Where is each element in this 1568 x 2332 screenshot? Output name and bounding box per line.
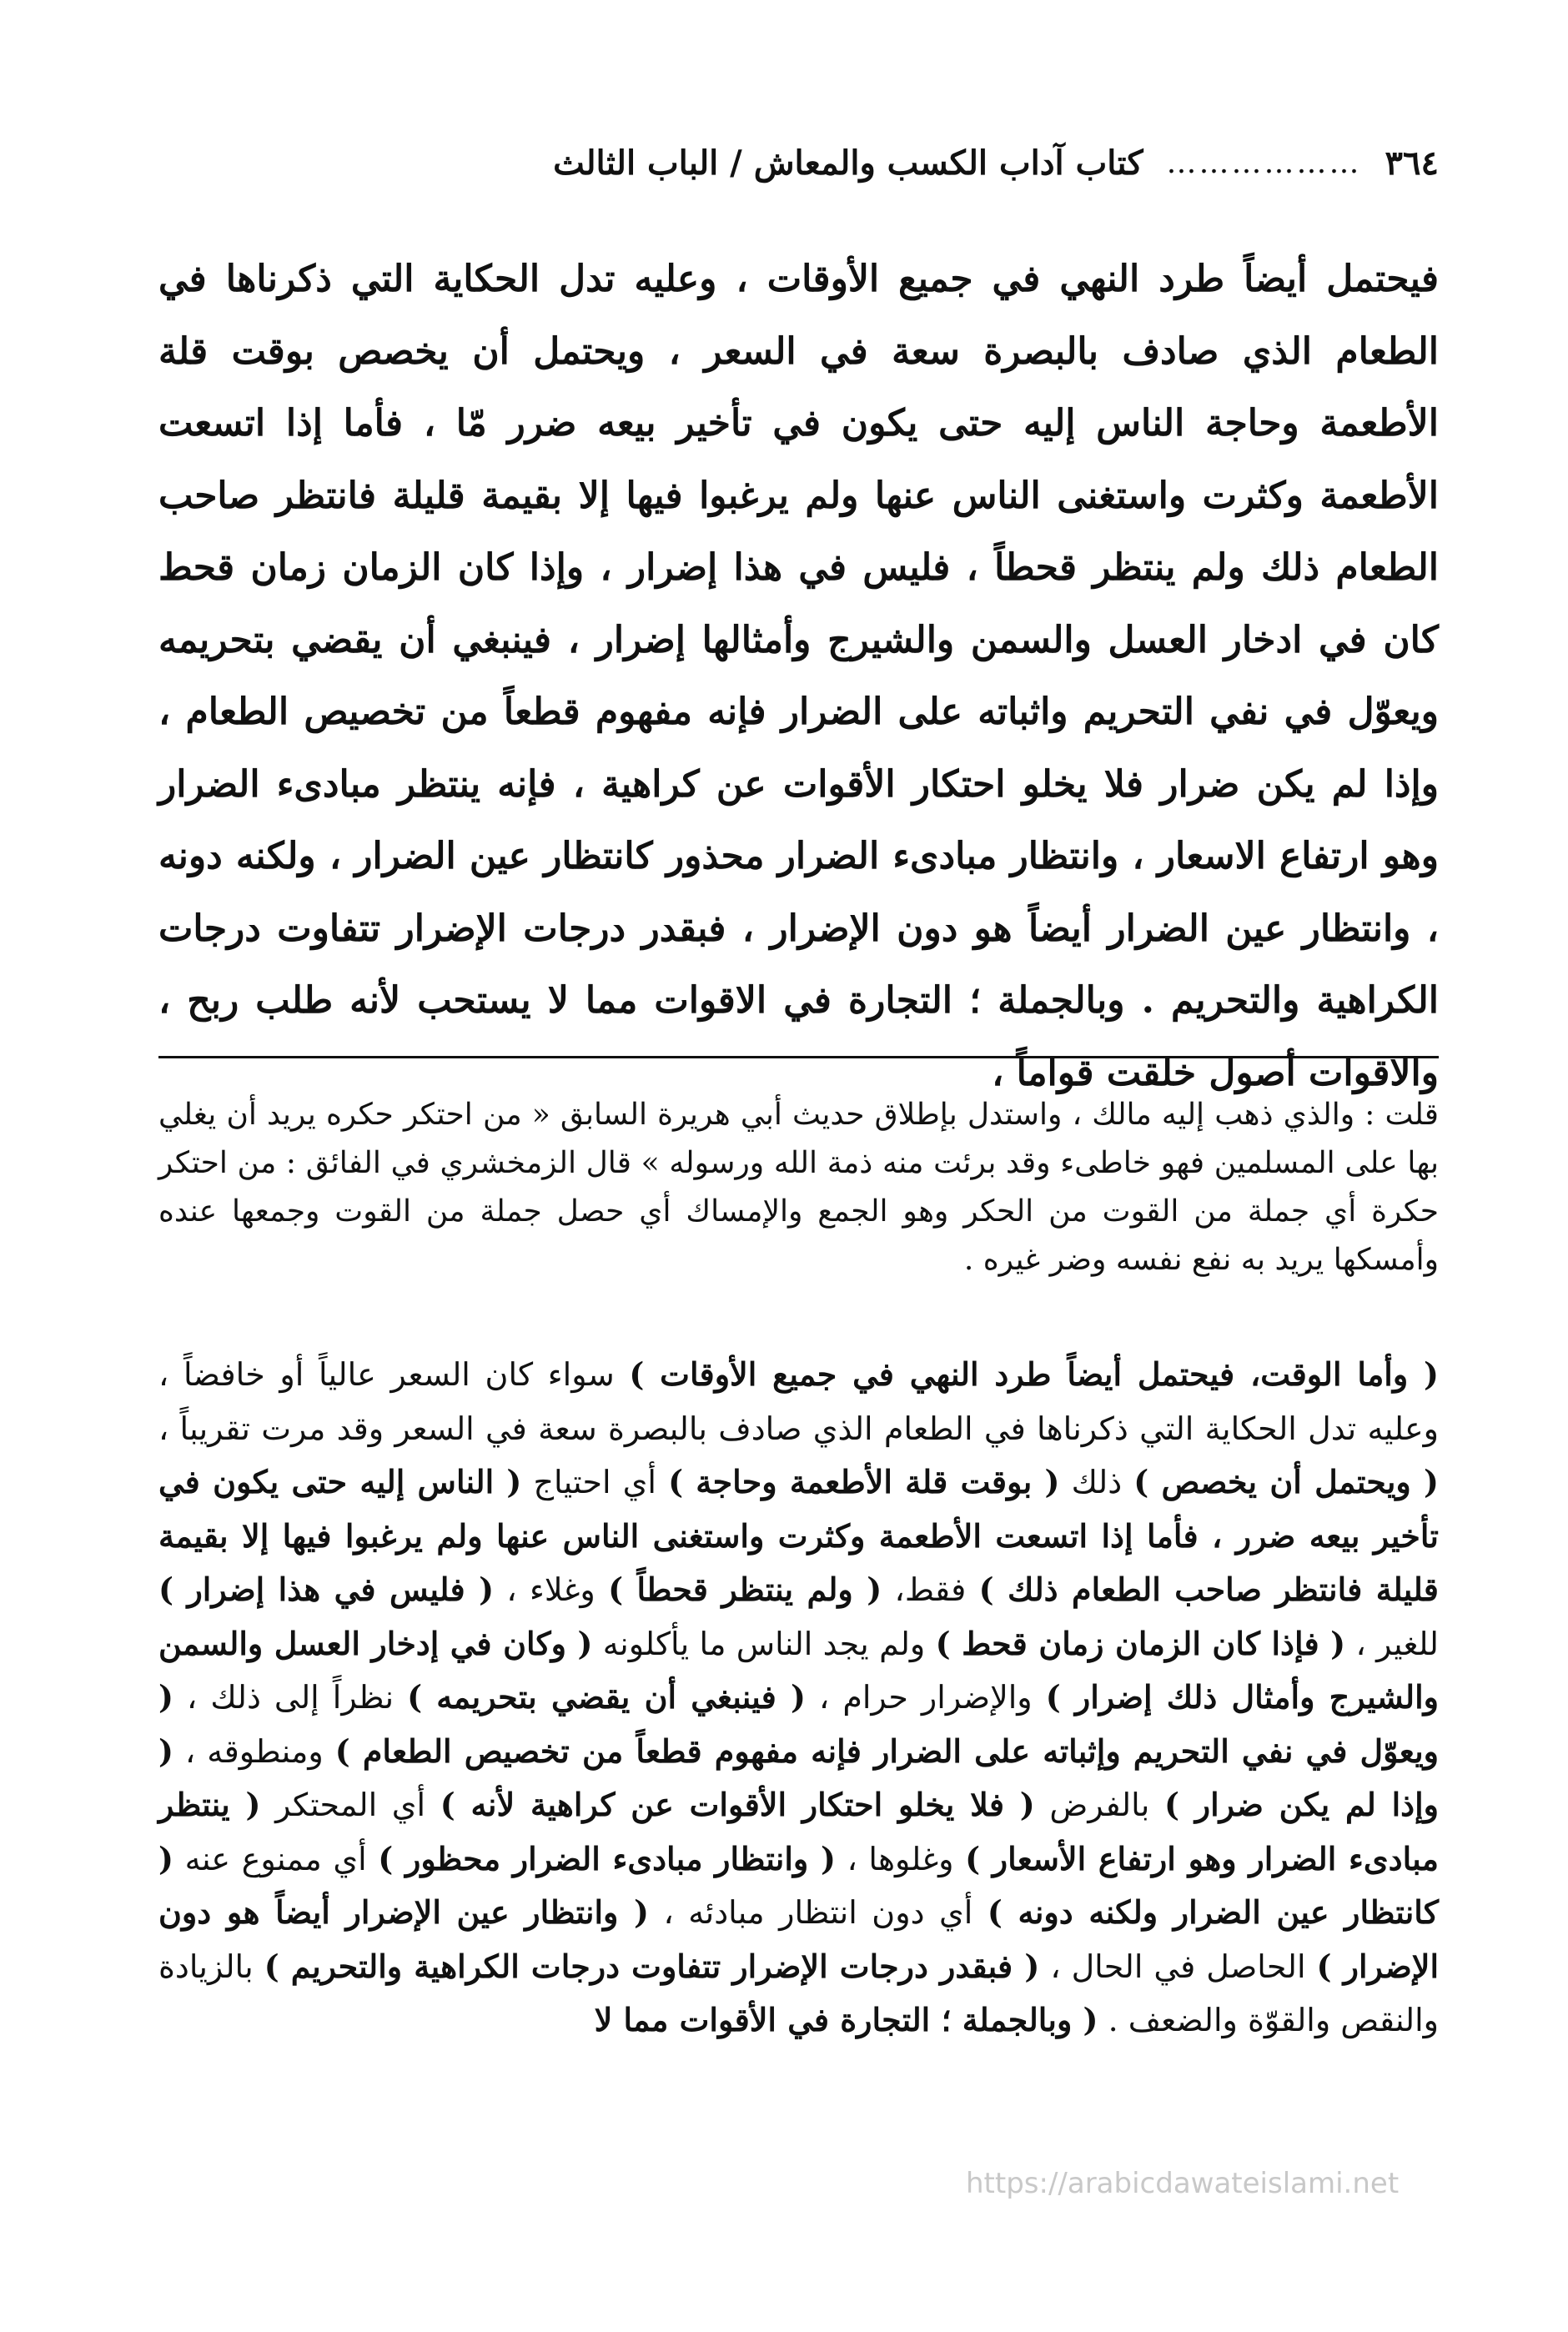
commentary-segment: ( فينبغي أن يقضي بتحريمه ) [407, 1678, 806, 1716]
commentary-segment: أي المحتكر [260, 1787, 440, 1823]
commentary-segment: ( وكان في إدخار العسل والسمن والشيرج وأمثال ذلك إضرار ) [158, 1624, 1439, 1716]
commentary-segment: ( بوقت قلة الأطعمة وحاجة ) [668, 1463, 1060, 1500]
commentary-segment: أي احتياج [521, 1464, 669, 1500]
commentary-block [158, 1348, 1439, 2048]
running-header [158, 125, 1439, 200]
footnote-paragraph: قلت : والذي ذهب إليه مالك ، واستدل بإطلاق حديث أبي هريرة السابق « من احتكر حكره يريد أن يغلي بها على المسلمين فهو خاطىء وقد برئت منه ذمة الله ورسوله » قال الزمخشري في الفائق : من احتكر حكرة أي جملة من القوت من الحكر وهو الجمع والإمساك أي حصل جملة من القوت وجمعها عنده وأمسكها يريد به نفع نفسه وضر غيره . [158, 1098, 1439, 1277]
commentary-segment: بالفرض [1034, 1787, 1164, 1823]
header-title: كتاب آداب الكسب والمعاش / الباب الثالث [553, 143, 1143, 183]
commentary-segment: وغلوها ، [835, 1840, 966, 1877]
commentary-paragraph [158, 1348, 1439, 2048]
commentary-segment: ولم يجد الناس ما يأكلونه [592, 1625, 936, 1662]
commentary-segment: ( وانتظار مبادىء الضرار محظور ) [378, 1839, 836, 1877]
commentary-segment: ( فليس في هذا إضرار ) [158, 1571, 495, 1608]
commentary-segment: سواء كان السعر عالياً أو خافضاً ، وعليه تدل الحكاية التي ذكرناها في الطعام الذي صادف بالبصرة سعة في السعر وقد مرت تقريباً ، [158, 1356, 1439, 1447]
commentary-segment: الحاصل في الحال ، [1039, 1948, 1317, 1985]
commentary-segment: ( وبالجملة ؛ التجارة في الأقوات مما لا [594, 2001, 1098, 2038]
commentary-segment: ( وانتظار عين الإضرار أيضاً هو دون الإضرار ) [158, 1893, 1440, 1985]
commentary-segment: ( فبقدر درجات الإضرار تتفاوت درجات الكراهية والتحريم ) [264, 1947, 1040, 1985]
header-leader-dots: ……………… [1166, 145, 1362, 180]
commentary-segment: فقط، [882, 1571, 979, 1608]
commentary-segment: بالزيادة والنقص والقوّة والضعف . [158, 1948, 1439, 2038]
commentary-segment: ذلك [1059, 1464, 1134, 1500]
commentary-segment: والإضرار حرام ، [805, 1679, 1046, 1716]
commentary-segment: للغير ، [1345, 1625, 1440, 1662]
commentary-segment: ( وإذا لم يكن ضرار ) [158, 1731, 1440, 1823]
commentary-segment: ( وأما الوقت، فيحتمل أيضاً طرد النهي في جميع الأوقات ) [629, 1355, 1440, 1393]
commentary-segment: أي ممنوع عنه [173, 1840, 379, 1877]
commentary-segment: ( ولم ينتظر قحطاً ) [608, 1571, 882, 1608]
commentary-segment: ( فإذا كان الزمان زمان قحط ) [935, 1624, 1346, 1662]
footnote-block [158, 1091, 1439, 1284]
commentary-segment: ( الناس إليه حتى يكون في تأخير بيعه ضرر ، فأما إذا اتسعت الأطعمة وكثرت واستغنى الناس عنها ولم يرغبوا فيها إلا بقيمة قليلة فانتظر صاحب الطعام ذلك ) [158, 1463, 1439, 1608]
commentary-segment: ( ويعوّل في نفي التحريم وإثباته على الضرار فإنه مفهوم قطعاً من تخصيص الطعام ) [158, 1678, 1440, 1770]
main-text-block [158, 244, 1439, 1109]
watermark-url: https://arabicdawateislami.net [966, 2167, 1400, 2200]
commentary-segment: ( فلا يخلو احتكار الأقوات عن كراهية لأنه ) [440, 1786, 1035, 1823]
main-paragraph: فيحتمل أيضاً طرد النهي في جميع الأوقات ، وعليه تدل الحكاية التي ذكرناها في الطعام الذي صادف بالبصرة سعة في السعر ، ويحتمل أن يخصص بوقت قلة الأطعمة وحاجة الناس إليه حتى يكون في تأخير بيعه ضرر مّا ، فأما إذا اتسعت الأطعمة وكثرت واستغنى الناس عنها ولم يرغبوا فيها إلا بقيمة قليلة فانتظر صاحب الطعام ذلك ولم ينتظر قحطاً ، فليس في هذا إضرار ، وإذا كان الزمان زمان قحط كان في ادخار العسل والسمن والشيرج وأمثالها إضرار ، فينبغي أن يقضي بتحريمه ويعوّل في نفي التحريم واثباته على الضرار فإنه مفهوم قطعاً من تخصيص الطعام ، وإذا لم يكن ضرار فلا يخلو احتكار الأقوات عن كراهية ، فإنه ينتظر مبادىء الضرار وهو ارتفاع الاسعار ، وانتظار مبادىء الضرار محذور كانتظار عين الضرار ، ولكنه دونه ، وانتظار عين الضرار أيضاً هو دون الإضرار ، فبقدر درجات الإضرار تتفاوت درجات الكراهية والتحريم . وبالجملة ؛ التجارة في الاقوات مما لا يستحب لأنه طلب ربح ، والاقوات أصول خلقت قواماً ، [158, 258, 1439, 1094]
commentary-segment: ( ينتظر مبادىء الضرار وهو ارتفاع الأسعار ) [158, 1786, 1439, 1877]
commentary-segment: ( كانتظار عين الضرار ولكنه دونه ) [158, 1839, 1439, 1931]
page-number: ٣٦٤ [1385, 143, 1439, 183]
commentary-segment: أي دون انتظار مبادئه ، [649, 1894, 988, 1931]
commentary-segment: ومنطوقه ، [173, 1732, 335, 1770]
commentary-segment: نظراً إلى ذلك ، [173, 1679, 408, 1716]
commentary-segment: وغلاء ، [494, 1571, 609, 1608]
footnote-divider [158, 1056, 1439, 1058]
commentary-segment: ( ويحتمل أن يخصص ) [1133, 1463, 1439, 1500]
